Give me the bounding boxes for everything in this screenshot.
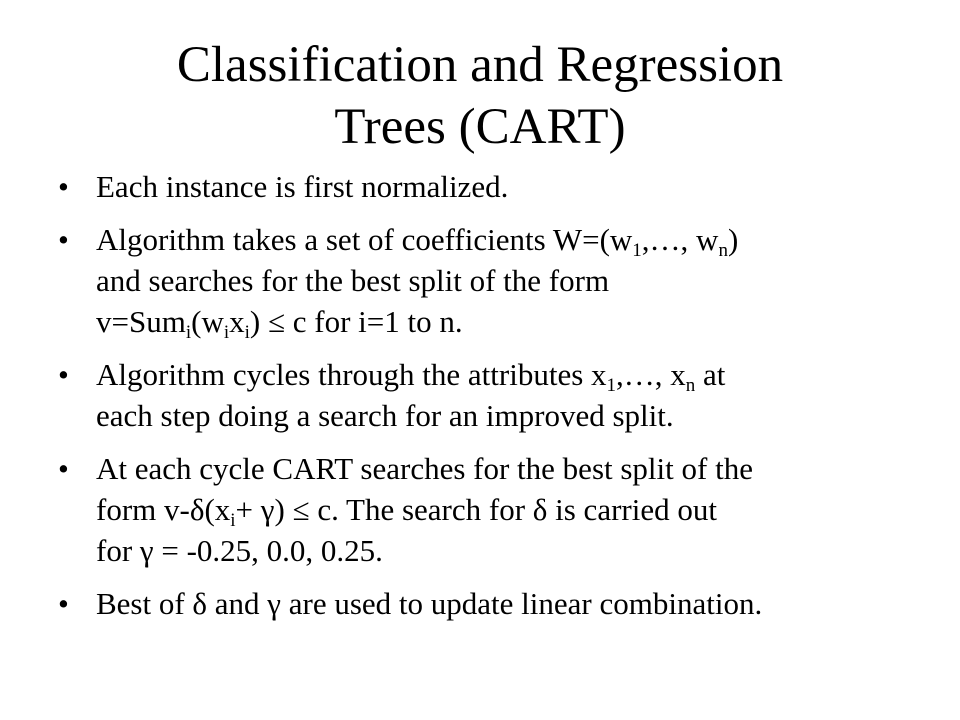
text-run: at <box>695 357 726 392</box>
subscript: 1 <box>606 375 617 396</box>
slide-title <box>0 34 960 158</box>
bullet-coefficients <box>58 219 918 342</box>
bullet-line <box>96 219 918 260</box>
bullet-attribute-cycle <box>58 354 918 436</box>
bullet-line <box>96 354 918 395</box>
text-run: Algorithm takes a set of coefficients W=(w <box>96 222 633 257</box>
subscript: i <box>230 510 236 531</box>
bullet-text: Each instance is first normalized. <box>96 169 509 204</box>
text-run: form v-δ(x <box>96 492 231 527</box>
subscript: 1 <box>632 240 642 261</box>
bullet-line: and searches for the best split of the form <box>96 263 610 298</box>
bullet-text: Best of δ and γ are used to update linear combination. <box>96 586 763 621</box>
bullet-dot: • <box>58 357 69 392</box>
title-line-1: Classification and Regression <box>176 37 784 93</box>
bullet-line: At each cycle CART searches for the best split of the <box>96 451 753 486</box>
bullet-dot: • <box>58 451 69 486</box>
text-run: + γ) ≤ c. The search for δ is carried out <box>235 492 717 527</box>
bullet-line <box>96 489 918 530</box>
subscript: i <box>223 322 230 343</box>
title-line-2: Trees (CART) <box>334 99 626 155</box>
subscript: n <box>685 375 696 396</box>
bullet-dot: • <box>58 586 69 621</box>
bullet-dot: • <box>58 169 69 204</box>
bullet-line: for γ = -0.25, 0.0, 0.25. <box>96 533 383 568</box>
text-run: ,…, w <box>641 222 719 257</box>
subscript: i <box>244 322 250 343</box>
bullet-line <box>96 301 918 342</box>
subscript: n <box>718 240 728 261</box>
bullet-cart-search <box>58 448 918 571</box>
text-run: (w <box>191 304 224 339</box>
text-run: ) ≤ c for i=1 to n. <box>249 304 463 339</box>
text-run: x <box>229 304 245 339</box>
bullet-line: each step doing a search for an improved split. <box>96 398 674 433</box>
text-run: v=Sum <box>96 304 186 339</box>
bullet-dot: • <box>58 222 69 257</box>
bullet-best-of <box>58 583 918 624</box>
bullet-normalize <box>58 166 918 207</box>
subscript: i <box>185 322 192 343</box>
text-run: Algorithm cycles through the attributes x <box>96 357 607 392</box>
text-run: ) <box>727 222 739 257</box>
text-run: ,…, x <box>616 357 686 392</box>
bullet-list <box>58 166 918 624</box>
